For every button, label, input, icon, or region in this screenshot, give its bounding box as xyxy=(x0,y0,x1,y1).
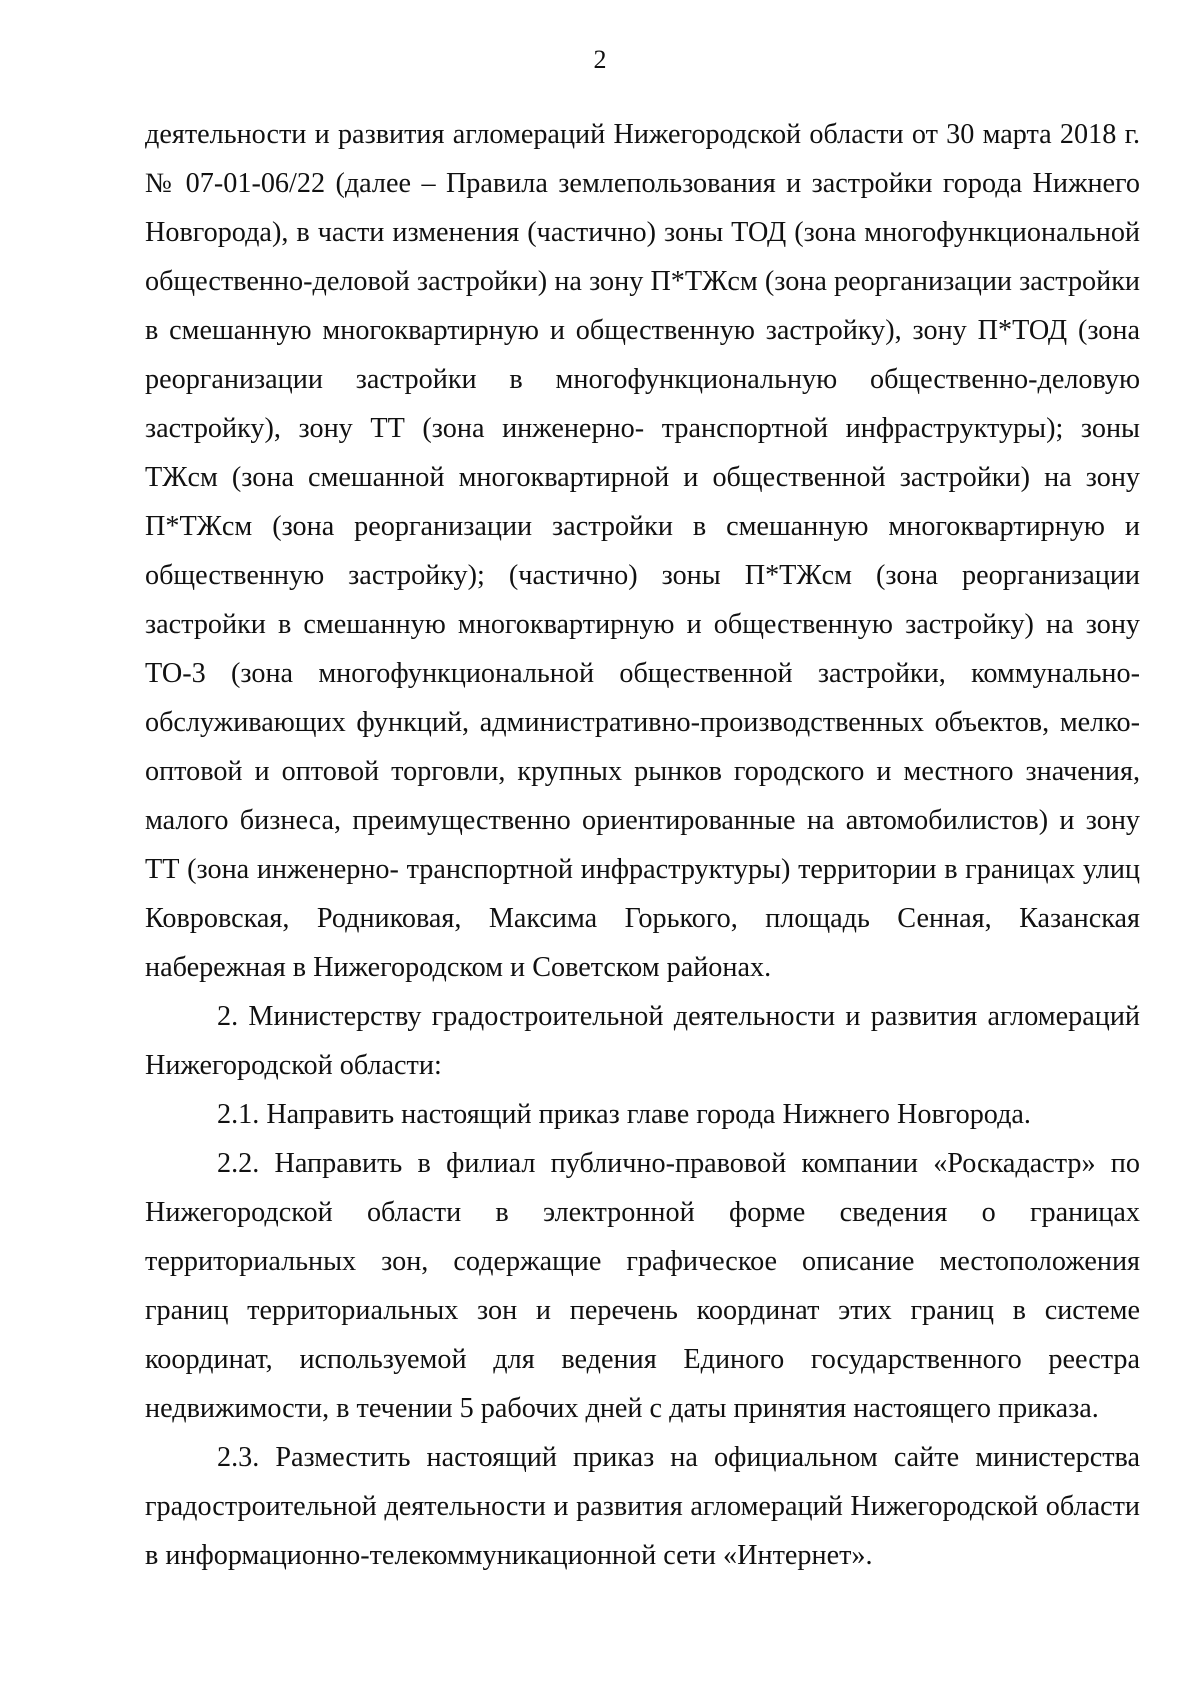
paragraph-item-2-1: 2.1. Направить настоящий приказ главе города Нижнего Новгорода. xyxy=(217,1099,1031,1130)
document-body xyxy=(145,110,1140,1580)
paragraph-continuation: деятельности и развития агломераций Нижегородской области от 30 марта 2018 г. № 07-01-06/22 (далее – Правила землепользования и застройки города Нижнего Новгорода), в части изменения (частично) зоны ТОД (зона многофункциональной общественно-деловой застройки) на зону П*ТЖсм (зона реорганизации застройки в смешанную многоквартирную и общественную застройку), зону П*ТОД (зона реорганизации застройки в многофункциональную общественно-деловую застройку), зону ТТ (зона инженерно- транспортной инфраструктуры); зоны ТЖсм (зона смешанной многоквартирной и общественной застройки) на зону П*ТЖсм (зона реорганизации застройки в смешанную многоквартирную и общественную застройку); (частично) зоны П*ТЖсм (зона реорганизации застройки в смешанную многоквартирную и общественную застройку) на зону ТО-3 (зона многофункциональной общественной застройки, коммунально-обслуживающих функций, административно-производственных объектов, мелко-оптовой и оптовой торговли, крупных рынков городского и местного значения, малого бизнеса, преимущественно ориентированные на автомобилистов) и зону ТТ (зона инженерно- транспортной инфраструктуры) территории в границах улиц Ковровская, Родниковая, Максима Горького, площадь Сенная, Казанская набережная в Нижегородском и Советском районах. xyxy=(145,119,1140,983)
paragraph-item-2-3: 2.3. Разместить настоящий приказ на официальном сайте министерства градостроительной деятельности и развития агломераций Нижегородской области в информационно-телекоммуникационной сети «Интернет». xyxy=(145,1442,1140,1571)
page-number: 2 xyxy=(593,45,607,74)
paragraph-item-2-2: 2.2. Направить в филиал публично-правовой компании «Роскадастр» по Нижегородской области в электронной форме сведения о границах территориальных зон, содержащие графическое описание местоположения границ территориальных зон и перечень координат этих границ в системе координат, используемой для ведения Единого государственного реестра недвижимости, в течении 5 рабочих дней с даты принятия настоящего приказа. xyxy=(145,1148,1140,1424)
paragraph-item-2: 2. Министерству градостроительной деятельности и развития агломераций Нижегородской области: xyxy=(145,1001,1140,1081)
